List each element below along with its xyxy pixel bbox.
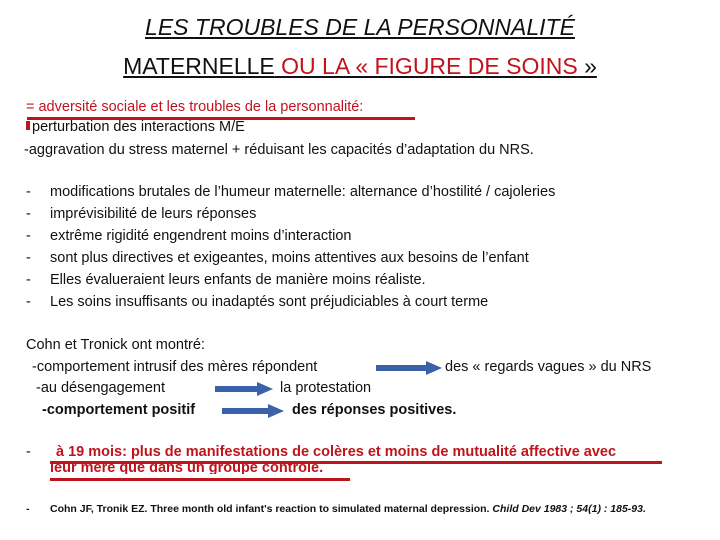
page-title-line1: LES TROUBLES DE LA PERSONNALITÉ [145,14,575,40]
reference [50,503,646,515]
intro-heading: = adversité sociale et les troubles de la personnalité: [26,99,364,115]
cohn-row2-left: -au désengagement [36,380,165,396]
cohn-heading: Cohn et Tronick ont montré: [26,337,205,353]
title-closing-quote: » [577,53,597,79]
reference-dash: - [26,503,30,515]
intro-line1: perturbation des interactions M/E [32,119,245,135]
finding-line2: leur mère que dans un groupe contrôle. [50,461,324,474]
arrow-right-icon [376,361,442,375]
reference-journal: Child Dev 1983 ; 54(1) : 185-93. [492,503,646,515]
title-figure-de-soins: OU LA « FIGURE DE SOINS [274,53,578,79]
cohn-row1-right: des « regards vagues » du NRS [445,359,652,375]
arrow-right-icon [222,404,284,418]
cohn-row2-right: la protestation [280,380,372,396]
cohn-row3-left: -comportement positif [42,402,196,418]
finding-dash: - [26,444,31,460]
cohn-row3-right: des réponses positives. [292,402,457,418]
cohn-row1-left: -comportement intrusif des mères répondent [32,359,318,375]
finding-line1: à 19 mois: plus de manifestations de colères et moins de mutualité affective avec [56,444,617,460]
finding-underline-2 [50,478,350,481]
arrow-right-icon [215,382,273,396]
page-title-line2 [0,53,720,80]
intro-marker [26,121,30,130]
title-maternelle: MATERNELLE [123,53,275,79]
intro-line2: -aggravation du stress maternel + réduisant les capacités d’adaptation du NRS. [24,142,534,158]
reference-text: Cohn JF, Tronik EZ. Three month old infant's reaction to simulated maternal depression. [50,503,493,515]
